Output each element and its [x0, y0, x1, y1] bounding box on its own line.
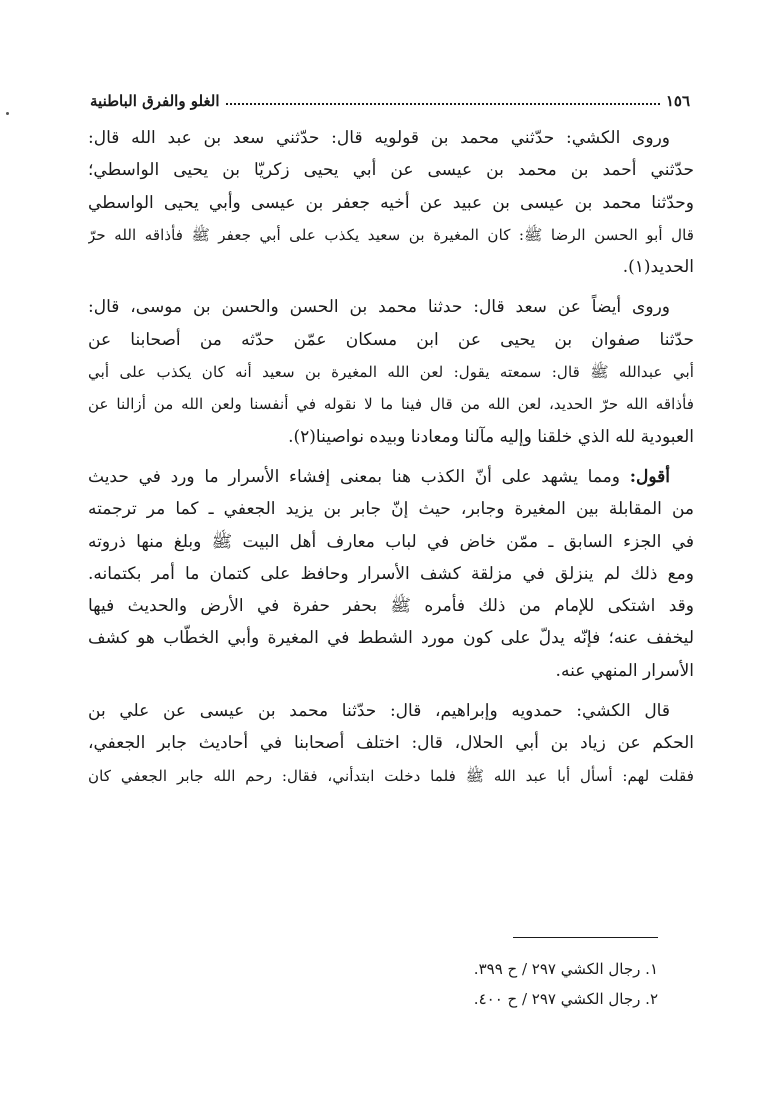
text-line: وقد اشتكى للإمام من ذلك فأمره ﷺ بحفر حفرة في الأرض والحديث فيها	[88, 596, 694, 617]
text-line: وروى أيضاً عن سعد قال: حدثنا محمد بن الحسن والحسن بن موسى، قال:	[88, 297, 670, 318]
running-title: الغلو والفرق الباطنية	[90, 92, 220, 110]
text-line: أبي عبدالله ﷺ قال: سمعته يقول: لعن الله المغيرة بن سعيد أنه كان يكذب على أبي	[88, 363, 694, 382]
text-line: وروى الكشي: حدّثني محمد بن قولويه قال: حدّثني سعد بن عبد الله قال:	[88, 128, 670, 148]
header-leader-dots	[226, 103, 660, 105]
text-line: الأسرار المنهي عنه.	[555, 660, 694, 681]
text-line-rest: ومما يشهد على أنّ الكذب هنا بمعنى إفشاء الأسرار ما ورد في حديث	[88, 466, 630, 487]
paragraph-4	[88, 695, 694, 792]
text-line: قال أبو الحسن الرضا ﷺ: كان المغيرة بن سعيد يكذب على أبي جعفر ﷺ فأذاقه الله حرّ	[88, 225, 694, 244]
footnote-2: ٢. رجال الكشي ٢٩٧ / ح ٤٠٠.	[473, 990, 658, 1008]
footnotes	[88, 954, 658, 1014]
text-line: حدّثني أحمد بن محمد بن عيسى عن أبي يحيى زكريّا بن يحيى الواسطي؛	[88, 160, 694, 181]
text-line: قال الكشي: حمدويه وإبراهيم، قال: حدّثنا محمد بن عيسى عن علي بن	[88, 701, 670, 722]
text-line: من المقابلة بين المغيرة وجابر، حيث إنّ جابر بن يزيد الجعفي ـ كما مر ترجمته	[88, 499, 694, 520]
text-line: فقلت لهم: أسأل أبا عبد الله ﷺ فلما دخلت ابتدأني، فقال: رحم الله جابر الجعفي كان	[88, 766, 694, 785]
text-line: ومع ذلك لم ينزلق في مزلقة كشف الأسرار وحافظ على كتمان ما أمر بكتمانه.	[88, 563, 694, 584]
text-line: في الجزء السابق ـ ممّن خاض في لباب معارف أهل البيت ﷺ وبلغ منها ذروته	[88, 531, 694, 552]
text-line: ليخفف عنه؛ فإنّه يدلّ على كون مورد الشطط في المغيرة وأبي الخطّاب هو كشف	[88, 628, 694, 649]
text-line: فأذاقه الله حرّ الحديد، لعن الله من قال فينا ما لا نقوله في أنفسنا ولعن الله من أزالنا عن	[88, 395, 694, 414]
footnote-1: ١. رجال الكشي ٢٩٧ / ح ٣٩٩.	[473, 960, 658, 978]
text-line: العبودية لله الذي خلقنا وإليه مآلنا ومعادنا وبيده نواصينا(٢).	[288, 426, 694, 447]
page-number: ١٥٦	[665, 92, 690, 110]
lead-word: أقول:	[629, 466, 670, 487]
running-header	[90, 88, 690, 110]
footnote-separator	[513, 937, 658, 938]
paragraph-1	[88, 122, 694, 283]
paragraph-2	[88, 291, 694, 452]
text-line: الحديد(١).	[622, 257, 694, 278]
text-line: الحكم عن زياد بن أبي الحلال، قال: اختلف أصحابنا في أحاديث جابر الجعفي،	[88, 733, 694, 754]
text-line: حدّثنا صفوان بن يحيى عن ابن مسكان عمّن حدّثه من أصحابنا عن	[88, 329, 694, 350]
margin-dot	[6, 112, 9, 115]
text-line: وحدّثنا محمد بن عيسى بن عبيد عن أخيه جعفر بن عيسى وأبي يحيى الواسطي	[88, 192, 694, 213]
main-text	[88, 122, 694, 800]
text-line	[88, 461, 694, 493]
paragraph-3	[88, 461, 694, 687]
